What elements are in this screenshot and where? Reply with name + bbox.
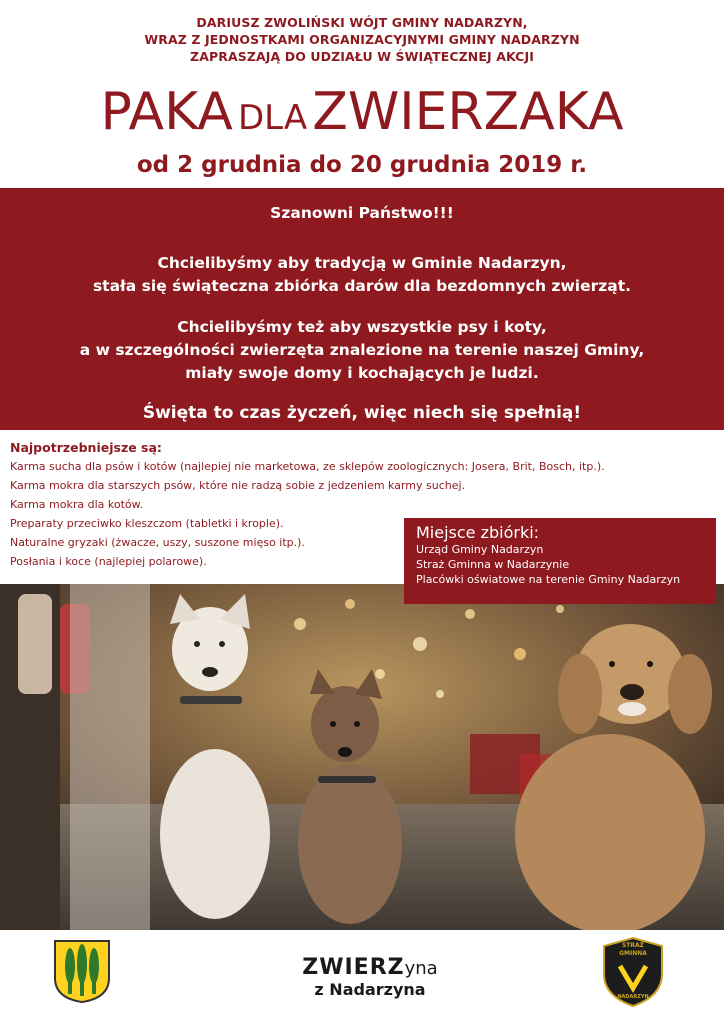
campaign-dates: od 2 grudnia do 20 grudnia 2019 r. bbox=[136, 152, 588, 178]
organizer-header bbox=[0, 14, 724, 65]
brand-line2: z Nadarzyna bbox=[314, 980, 426, 999]
collection-place: Placówki oświatowe na terenie Gminy Nadarzyn bbox=[416, 573, 681, 586]
paragraph-1 bbox=[0, 252, 724, 298]
dogs-photo bbox=[0, 584, 724, 930]
paragraph-line: Chcielibyśmy też aby wszystkie psy i koty, bbox=[177, 318, 547, 336]
paragraph-2 bbox=[0, 316, 724, 385]
header-line: ZAPRASZAJĄ DO UDZIAŁU W ŚWIĄTECZNEJ AKCJI bbox=[190, 49, 534, 64]
collection-place: Urząd Gminy Nadarzyn bbox=[416, 543, 544, 556]
title-word-dla: DLA bbox=[237, 98, 308, 138]
brand-bold: ZWIERZ bbox=[302, 955, 405, 980]
paragraph-line: Chcielibyśmy aby tradycją w Gminie Nadarzyn, bbox=[157, 254, 567, 272]
header-line: DARIUSZ ZWOLIŃSKI WÓJT GMINY NADARZYN, bbox=[196, 15, 528, 30]
list-item: Karma mokra dla starszych psów, które nie radzą sobie z jedzeniem karmy suchej. bbox=[10, 479, 466, 492]
zwierzyna-brand bbox=[270, 955, 470, 999]
straz-gminna-badge bbox=[600, 936, 666, 1008]
list-item: Karma mokra dla kotów. bbox=[10, 498, 144, 511]
header-line: WRAZ Z JEDNOSTKAMI ORGANIZACYJNYMI GMINY NADARZYN bbox=[144, 32, 580, 47]
greeting: Szanowni Państwo!!! bbox=[270, 204, 454, 222]
collection-heading: Miejsce zbiórki: bbox=[416, 523, 540, 542]
closing-wish: Święta to czas życzeń, więc niech się spełnią! bbox=[142, 403, 582, 423]
list-item: Karma sucha dla psów i kotów (najlepiej nie marketowa, ze sklepów zoologicznych: Josera, Brit, Bosch, itp.). bbox=[10, 460, 605, 473]
dogs-illustration bbox=[0, 584, 724, 930]
brand-thin: yna bbox=[404, 958, 438, 979]
paragraph-line: miały swoje domy i kochających je ludzi. bbox=[185, 364, 539, 382]
badge-mid: GMINNA bbox=[619, 950, 647, 957]
message-band bbox=[0, 188, 724, 430]
paragraph-line: a w szczególności zwierzęta znalezione na terenie naszej Gminy, bbox=[79, 341, 645, 359]
needs-heading: Najpotrzebniejsze są: bbox=[10, 440, 162, 455]
title-word-zwierzaka: ZWIERZAKA bbox=[312, 82, 624, 142]
paragraph-line: stała się świąteczna zbiórka darów dla bezdomnych zwierząt. bbox=[92, 277, 632, 295]
list-item: Preparaty przeciwko kleszczom (tabletki i krople). bbox=[10, 517, 284, 530]
badge-top: STRAŻ bbox=[621, 942, 645, 949]
list-item: Posłania i koce (najlepiej polarowe). bbox=[10, 555, 207, 568]
footer bbox=[0, 930, 724, 1024]
title-word-paka: PAKA bbox=[100, 82, 233, 142]
gmina-coat-of-arms-icon bbox=[52, 938, 112, 1004]
badge-bottom: NADARZYN bbox=[617, 994, 649, 1000]
campaign-title bbox=[0, 82, 724, 142]
list-item: Naturalne gryzaki (żwacze, uszy, suszone mięso itp.). bbox=[10, 536, 305, 549]
collection-place: Straż Gminna w Nadarzynie bbox=[416, 558, 570, 571]
collection-points-box bbox=[404, 518, 716, 604]
